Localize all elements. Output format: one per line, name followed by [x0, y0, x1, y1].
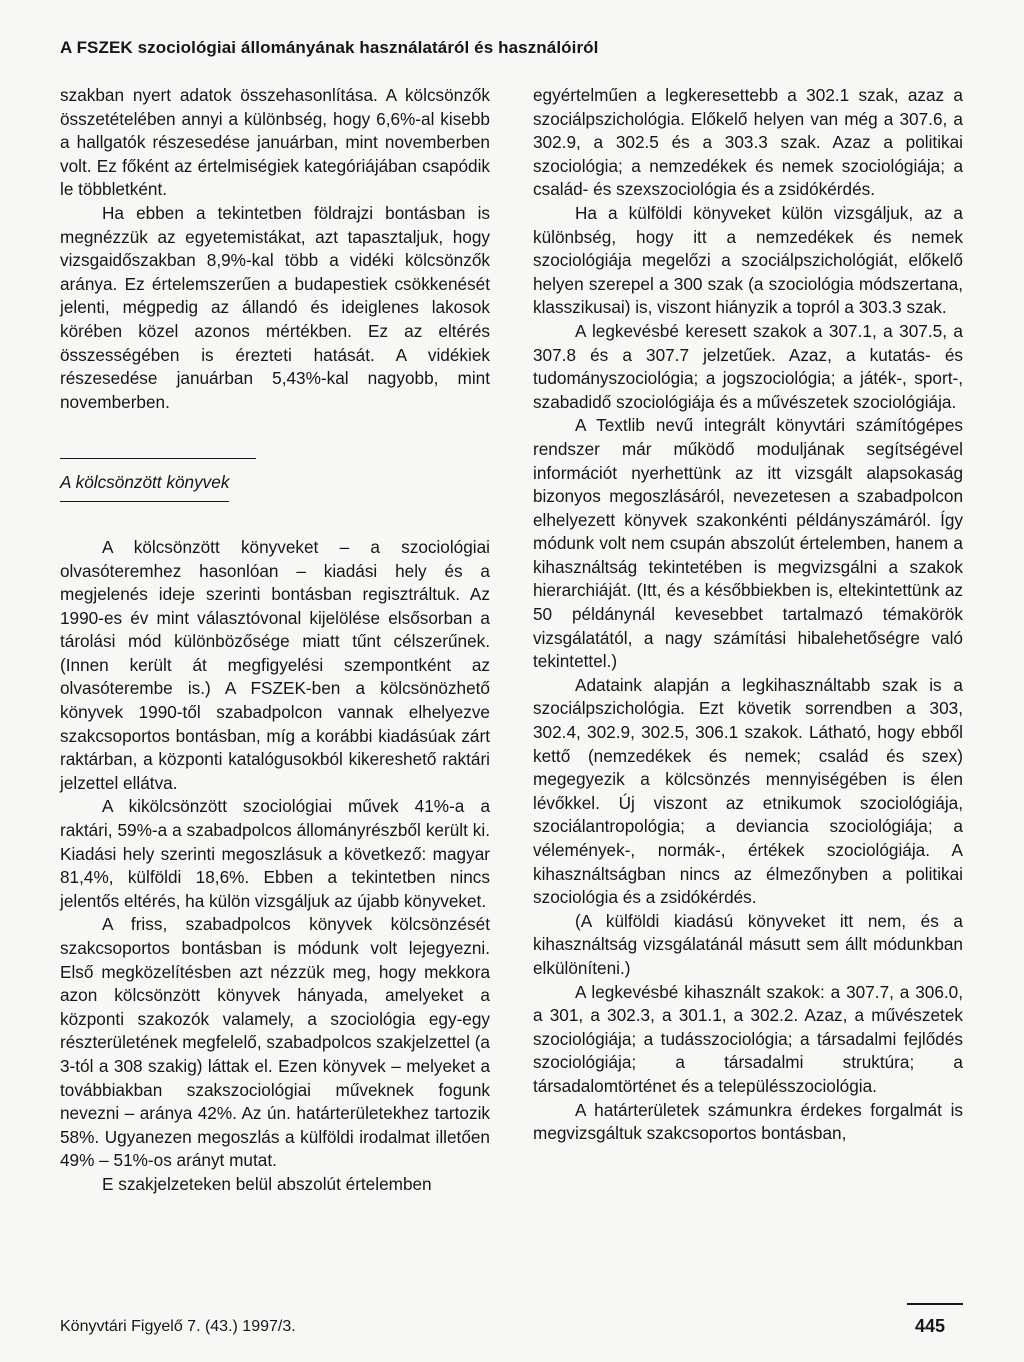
section-heading: A kölcsönzött könyvek	[60, 471, 229, 502]
left-column	[60, 84, 490, 1197]
paragraph: A friss, szabadpolcos könyvek kölcsönzését szakcsoportos bontásban is módunk volt lejegyezni. Első megközelítésben azt nézzük meg, hogy mekkora azon kölcsönzött könyvek hányada, amelyeket a központi szakozók valamely, a szociológia egy-egy részterületének megfelelő, szabadpolcos szakjelzettel (a 3-tól a 308 szakig) láttak el. Ezen könyvek – melyeket a továbbiakban szakszociológiai műveknek fogunk nevezni – aránya 42%. Az ún. határterületekhez tartozik 58%. Ugyanezen megoszlás a külföldi irodalmat illetően 49% – 51%-os arányt mutat.	[60, 914, 490, 1171]
paragraph: A legkevésbé keresett szakok a 307.1, a 307.5, a 307.8 és a 307.7 jelzetűek. Azaz, a kutatás- és tudományszociológia; a jogszociológia; a játék-, sport-, szabadidő szociológiája és a művészetek szociológiája.	[533, 320, 963, 412]
running-title: A FSZEK szociológiai állományának használatáról és használóiról	[60, 38, 599, 57]
section-divider	[60, 458, 256, 459]
paragraph: E szakjelzeteken belül abszolút értelemben	[102, 1173, 432, 1194]
paragraph: Ha a külföldi könyveket külön vizsgáljuk, az a különbség, hogy itt a nemzedékek és nemek szociológiája megelőzi a szociálpszichológiát, előkelő helyen szerepel a 300 szak (a szociológia módszertana, klasszikusai) is, viszont hiányzik a topról a 303.3 szak.	[533, 202, 963, 318]
paragraph: szakban nyert adatok összehasonlítása. A kölcsönzők összetételében annyi a különbség, hogy 6,6%-al kisebb a hallgatók részesedése januárban, mint novemberben volt. Ez főként az értelmiségiek kategóriájában csapódik le többletként.	[60, 85, 490, 200]
paragraph: A határterületek számunkra érdekes forgalmát is megvizsgáltuk szakcsoportos bontásban,	[533, 1099, 963, 1144]
paragraph: (A külföldi kiadású könyveket itt nem, és a kihasználtság vizsgálatánál másutt sem állt módunkban elkülöníteni.)	[533, 910, 963, 978]
journal-citation: Könyvtári Figyelő 7. (43.) 1997/3.	[60, 1318, 296, 1335]
page-number: 445	[915, 1316, 946, 1336]
paragraph: A kikölcsönzött szociológiai művek 41%-a a raktári, 59%-a a szabadpolcos állományrészből került ki. Kiadási hely szerinti megoszlásuk a következő: magyar 81,4%, külföldi 18,6%. Ebben a tekintetben nincs jelentős eltérés, ha külön vizsgáljuk az újabb könyveket.	[60, 796, 490, 911]
paragraph: egyértelműen a legkeresettebb a 302.1 szak, azaz a szociálpszichológia. Előkelő helyen van még a 307.6, a 302.9, a 302.5 és a 303.3 szak. Azaz a politikai szociológia; a nemzedékek és nemek szociológiája; a család- és szexszociológia és a zsidókérdés.	[533, 85, 963, 200]
paragraph: A kölcsönzött könyveket – a szociológiai olvasóteremhez hasonlóan – kiadási hely és a megjelenés ideje szerinti bontásban regisztráltuk. Az 1990-es év mint választóvonal kijelölése elsősorban a tárolási mód különbözősége miatt tűnt célszerűnek. (Innen került át megfigyelési szempontként az olvasóterembe is.) A FSZEK-ben a kölcsönözhető könyvek 1990-től szabadpolcon vannak elhelyezve szakcsoportos bontásban, míg a korábbi kiadásúak zárt raktárban, a központi katalógusokból kikereshető raktári jelzettel ellátva.	[60, 536, 490, 793]
right-column	[533, 84, 963, 1146]
page-number-rule	[907, 1303, 963, 1305]
paragraph: A legkevésbé kihasznált szakok: a 307.7, a 306.0, a 301, a 302.3, a 301.1, a 302.2. Azaz, a művészetek szociológiája; a tudásszociológia; a társadalmi fejlődés szociológiája; a társadalmi struktúra; a társadalomtörténet és a településszociológia.	[533, 981, 963, 1096]
paragraph: Adataink alapján a legkihasználtabb szak is a szociálpszichológia. Ezt követik sorrendben a 303, 302.4, 302.9, 302.5, 306.1 szakok. Látható, hogy ebből kettő (nemzedékek és nemek; család és szex) megegyezik a kölcsönzés mennyiségében is élen lévőkkel. Új viszont az etnikumok szociológiája, szociálantropológia; a deviancia szociológiája; a vélemények-, normák-, értékek szociológiája. A kihasználtságban nincs az élmezőnyben a politikai szociológia és a zsidókérdés.	[533, 674, 963, 908]
paragraph: A Textlib nevű integrált könyvtári számítógépes rendszer már működő moduljának segítségével információt nyerhettünk az itt vizsgált alapsokaság bizonyos megoszlásáról, nevezetesen a szabadpolcon elhelyezett könyvek szakonkénti példányszámáról. Így módunk volt nem csupán abszolút értelemben, hanem a kihasználtság tekintetében is megvizsgálni a szakok hierarchiáját. (Itt, és a későbbiekben is, eltekintettünk az 50 példánynál kevesebbet tartalmazó témakörök vizsgálatától, a nagy számítási hibalehetőségre való tekintettel.)	[533, 415, 963, 672]
paragraph: Ha ebben a tekintetben földrajzi bontásban is megnézzük az egyetemistákat, azt tapasztaljuk, hogy vizsgaidőszakban 8,9%-kal több a vidéki kölcsönzők aránya. Ez értelemszerűen a budapestiek csökkenését jelenti, mégpedig az állandó és ideiglenes lakosok körében közel azonos mértékben. Ez az eltérés összességében is érezteti hatását. A vidékiek részesedése januárban 5,43%-kal nagyobb, mint novemberben.	[60, 202, 490, 412]
